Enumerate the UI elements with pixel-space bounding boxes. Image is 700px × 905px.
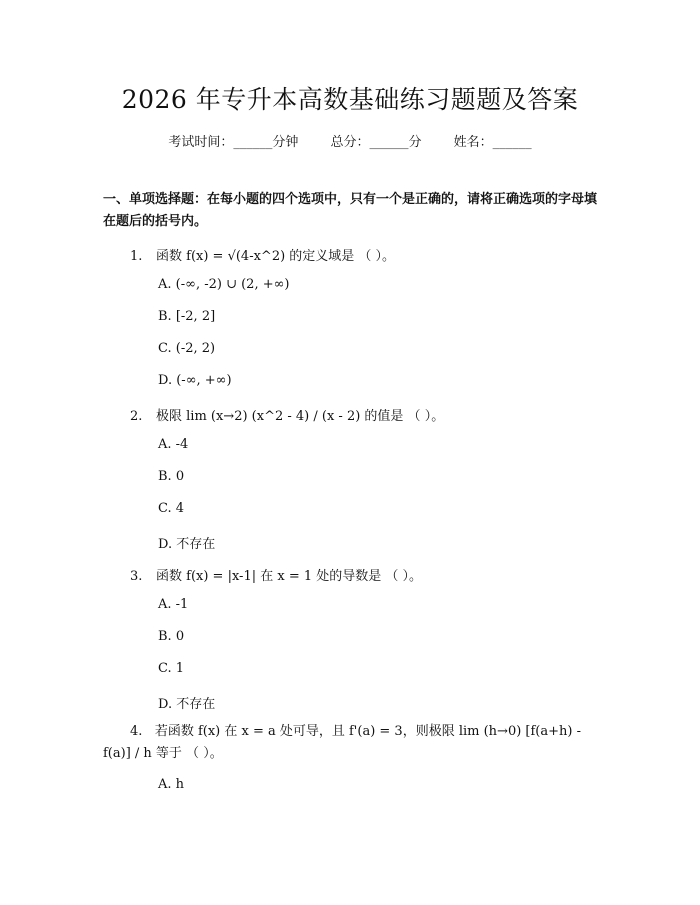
question-number: 3. <box>130 569 143 584</box>
question-4 <box>103 721 583 765</box>
exam-info <box>0 131 700 150</box>
question-number: 2. <box>130 409 143 424</box>
option: A. -1 <box>158 597 189 612</box>
question-1 <box>130 245 395 264</box>
option: A. (-∞, -2) ∪ (2, +∞) <box>158 277 290 292</box>
option: C. (-2, 2) <box>158 341 216 356</box>
option: B. 0 <box>158 469 185 484</box>
question-2 <box>130 405 444 424</box>
exam-time-field: 考试时间：______分钟 <box>168 135 299 150</box>
option: D. (-∞, +∞) <box>158 373 232 388</box>
question-3 <box>130 565 422 584</box>
question-text: 极限 lim (x→2) (x^2 - 4) / (x - 2) 的值是 （ ）。 <box>156 409 445 424</box>
student-name-field: 姓名：______ <box>453 135 532 150</box>
question-text: 若函数 f(x) 在 x = a 处可导，且 f'(a) = 3，则极限 lim (h→0) [f(a+h) - f(a)] / h 等于 （ ）。 <box>103 724 581 761</box>
option: A. h <box>158 777 185 792</box>
option: D. 不存在 <box>158 537 216 552</box>
question-number: 4. <box>130 724 143 739</box>
option: C. 4 <box>158 501 185 516</box>
option: B. 0 <box>158 629 185 644</box>
question-text: 函数 f(x) = √(4-x^2) 的定义域是 （ ）。 <box>156 249 396 264</box>
question-text: 函数 f(x) = |x-1| 在 x = 1 处的导数是 （ ）。 <box>156 569 423 584</box>
section-heading: 一、单项选择题：在每小题的四个选项中，只有一个是正确的，请将正确选项的字母填在题后的括号内。 <box>103 192 598 229</box>
option: A. -4 <box>158 437 189 452</box>
option: B. [-2, 2] <box>158 309 216 324</box>
question-number: 1. <box>130 249 143 264</box>
option: C. 1 <box>158 661 185 676</box>
total-score-field: 总分：______分 <box>330 135 422 150</box>
page-title: 2026 年专升本高数基础练习题题及答案 <box>121 85 579 114</box>
option: D. 不存在 <box>158 697 216 712</box>
